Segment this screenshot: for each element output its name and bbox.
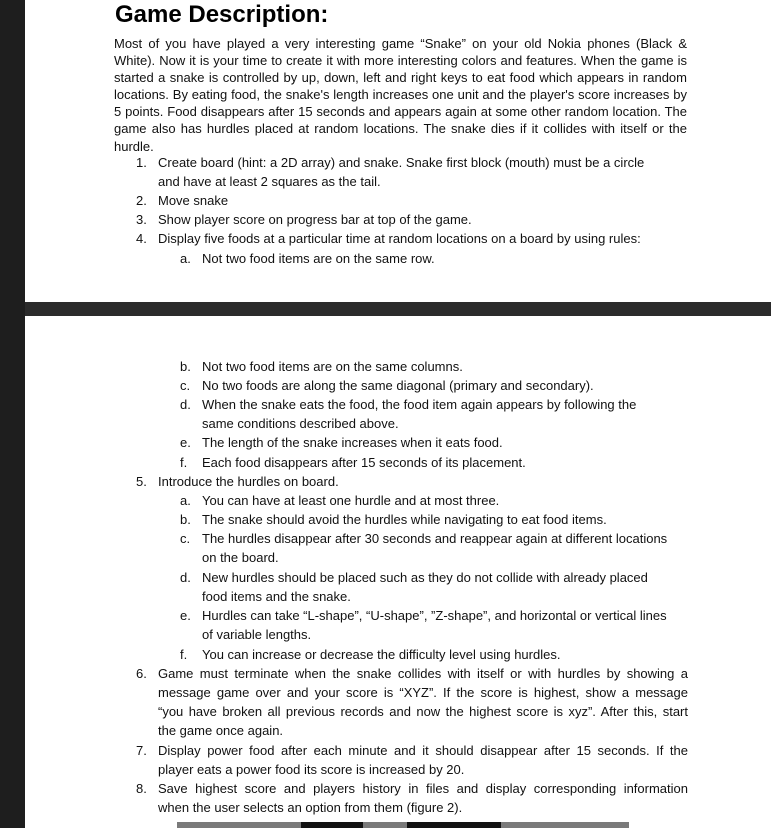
list-marker: 1. <box>136 155 147 170</box>
sub-list-item: food items and the snake. <box>202 589 351 604</box>
sub-list-item: Hurdles can take “L-shape”, “U-shape”, ”Z-shape”, and horizontal or vertical lines <box>202 608 667 623</box>
list-item: player eats a power food its score is increased by 20. <box>158 762 465 777</box>
list-marker: d. <box>180 570 191 585</box>
list-marker: 4. <box>136 231 147 246</box>
sub-list-item: When the snake eats the food, the food item again appears by following the <box>202 397 637 412</box>
list-item: Create board (hint: a 2D array) and snake. Snake first block (mouth) must be a circle <box>158 155 645 170</box>
sub-list-item: on the board. <box>202 550 279 565</box>
list-marker: b. <box>180 512 191 527</box>
list-marker: 6. <box>136 666 147 681</box>
sub-list-item: You can increase or decrease the difficulty level using hurdles. <box>202 647 561 662</box>
scroll-thumb[interactable] <box>301 822 363 828</box>
list-item: the game once again. <box>158 723 284 738</box>
document-page-1 <box>25 0 771 302</box>
list-item: Display power food after each minute and it should disappear after 15 seconds. If the <box>158 743 688 758</box>
sub-list-item: of variable lengths. <box>202 627 312 642</box>
list-item: Game must terminate when the snake collides with itself or with hurdles by showing a <box>158 666 688 681</box>
list-marker: f. <box>180 647 188 662</box>
list-marker: d. <box>180 397 191 412</box>
sub-list-item: Not two food items are on the same row. <box>202 251 435 266</box>
sub-list-item: Each food disappears after 15 seconds of its placement. <box>202 455 526 470</box>
sub-list-item: The hurdles disappear after 30 seconds and reappear again at different locations <box>202 531 668 546</box>
list-item: Move snake <box>158 193 229 208</box>
list-item: Show player score on progress bar at top of the game. <box>158 212 472 227</box>
page-scrollbar[interactable] <box>177 822 629 828</box>
list-item: “you have broken all previous records and now the highest score is xyz”. After this, start <box>158 704 688 719</box>
list-marker: a. <box>180 493 191 508</box>
intro-paragraph: Most of you have played a very interesting game “Snake” on your old Nokia phones (Black & White). Now it is your time to create it with more interesting colors and features. When the game is started a snake is controlled by up, down, left and right keys to eat food which appears in random locations. By eating food, the snake's length increases one unit and the player's score increases by 5 points. Food disappears after 15 seconds and appears again at some other random location. The game also has hurdles placed at random locations. The snake dies if it collides with itself or the hurdle. <box>114 36 687 154</box>
list-marker: c. <box>180 378 191 393</box>
scroll-thumb-secondary[interactable] <box>407 822 501 828</box>
sub-list-item: New hurdles should be placed such as they do not collide with already placed <box>202 570 648 585</box>
list-item: message game over and your score is “XYZ”. If the score is highest, show a message <box>158 685 688 700</box>
list-marker: f. <box>180 455 188 470</box>
list-marker: 2. <box>136 193 147 208</box>
sub-list-item: The length of the snake increases when it eats food. <box>202 435 503 450</box>
list-marker: 8. <box>136 781 147 796</box>
list-marker: c. <box>180 531 191 546</box>
sub-list-item: You can have at least one hurdle and at most three. <box>202 493 500 508</box>
viewer-left-margin <box>0 0 25 828</box>
sub-list-item: Not two food items are on the same columns. <box>202 359 463 374</box>
list-marker: 5. <box>136 474 147 489</box>
page-title: Game Description: <box>115 1 329 28</box>
list-item: Save highest score and players history in files and display corresponding information <box>158 781 688 796</box>
list-item: Display five foods at a particular time at random locations on a board by using rules: <box>158 231 641 246</box>
sub-list-item: The snake should avoid the hurdles while navigating to eat food items. <box>202 512 607 527</box>
list-item: and have at least 2 squares as the tail. <box>158 174 381 189</box>
list-marker: b. <box>180 359 191 374</box>
document-page-2 <box>25 316 771 828</box>
sub-list-item: No two foods are along the same diagonal (primary and secondary). <box>202 378 594 393</box>
list-item: Introduce the hurdles on board. <box>158 474 339 489</box>
list-marker: 3. <box>136 212 147 227</box>
list-marker: e. <box>180 435 191 450</box>
list-marker: a. <box>180 251 191 266</box>
list-item: when the user selects an option from them (figure 2). <box>158 800 463 815</box>
sub-list-item: same conditions described above. <box>202 416 399 431</box>
list-marker: 7. <box>136 743 147 758</box>
list-marker: e. <box>180 608 191 623</box>
